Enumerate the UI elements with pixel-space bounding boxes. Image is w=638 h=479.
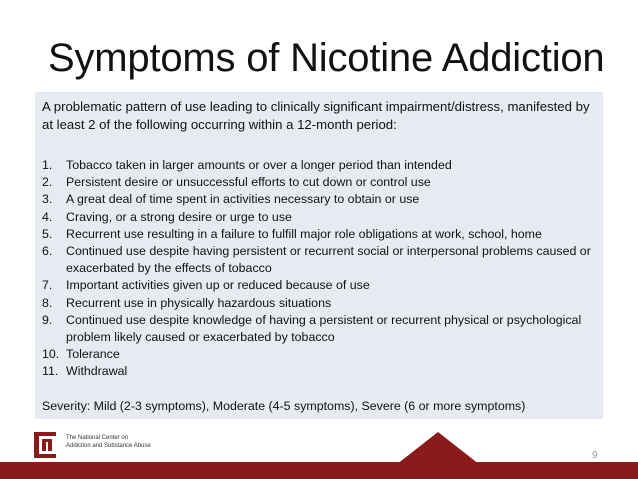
list-item [42, 346, 602, 363]
item-text: Recurrent use in physically hazardous situations [66, 295, 332, 310]
item-text: Recurrent use resulting in a failure to fulfill major role obligations at work, school, home [66, 226, 542, 241]
logo-org-name [66, 434, 186, 450]
logo-org-line: The National Center on [66, 435, 129, 441]
item-text: Continued use despite knowledge of having a persistent or recurrent physical or psychological problem likely caused or exacerbated by tobacco [66, 312, 582, 345]
list-item [42, 295, 602, 312]
logo-org-line: Addiction and Substance Abuse [66, 443, 151, 449]
item-text: Tolerance [66, 347, 120, 362]
item-text: A great deal of time spent in activities necessary to obtain or use [66, 192, 420, 207]
item-text: Tobacco taken in larger amounts or over a longer period than intended [66, 158, 452, 172]
list-item [42, 226, 602, 243]
severity-text: Severity: Mild (2-3 symptoms), Moderate (4-5 symptoms), Severe (6 or more symptoms) [42, 399, 526, 413]
list-item [42, 174, 602, 191]
item-number: 4. [42, 209, 53, 224]
list-item [42, 191, 602, 208]
item-number: 6. [42, 244, 53, 259]
item-number: 9. [42, 312, 53, 327]
item-number: 11. [42, 364, 59, 379]
slide-title: Symptoms of Nicotine Addiction [48, 36, 605, 80]
list-item [42, 363, 602, 380]
list-item [42, 243, 602, 277]
item-number: 10. [42, 347, 60, 362]
item-text: Craving, or a strong desire or urge to use [66, 209, 292, 224]
item-text: Continued use despite having persistent or recurrent social or interpersonal problems caused or exacerbated by the effects of tobacco [66, 244, 591, 276]
footer-triangle [378, 432, 498, 479]
item-text: Persistent desire or unsuccessful efforts to cut down or control use [66, 175, 431, 190]
item-number: 2. [42, 175, 53, 190]
footer-bar [0, 462, 638, 479]
item-number: 7. [42, 278, 53, 293]
item-number: 8. [42, 295, 53, 310]
item-number: 3. [42, 192, 53, 207]
list-item [42, 209, 602, 226]
casa-logo-icon [30, 428, 60, 462]
item-number: 1. [42, 158, 53, 172]
list-item [42, 312, 602, 346]
intro-text: A problematic pattern of use leading to clinically significant impairment/distress, manifested by at least 2 of the following occurring within a 12-month period: [42, 99, 590, 132]
item-text: Important activities given up or reduced because of use [66, 278, 370, 293]
list-item [42, 277, 602, 294]
symptom-list [42, 157, 602, 381]
item-text: Withdrawal [66, 364, 128, 379]
list-item [42, 157, 602, 174]
item-number: 5. [42, 226, 53, 241]
page-number: 9 [592, 450, 598, 461]
